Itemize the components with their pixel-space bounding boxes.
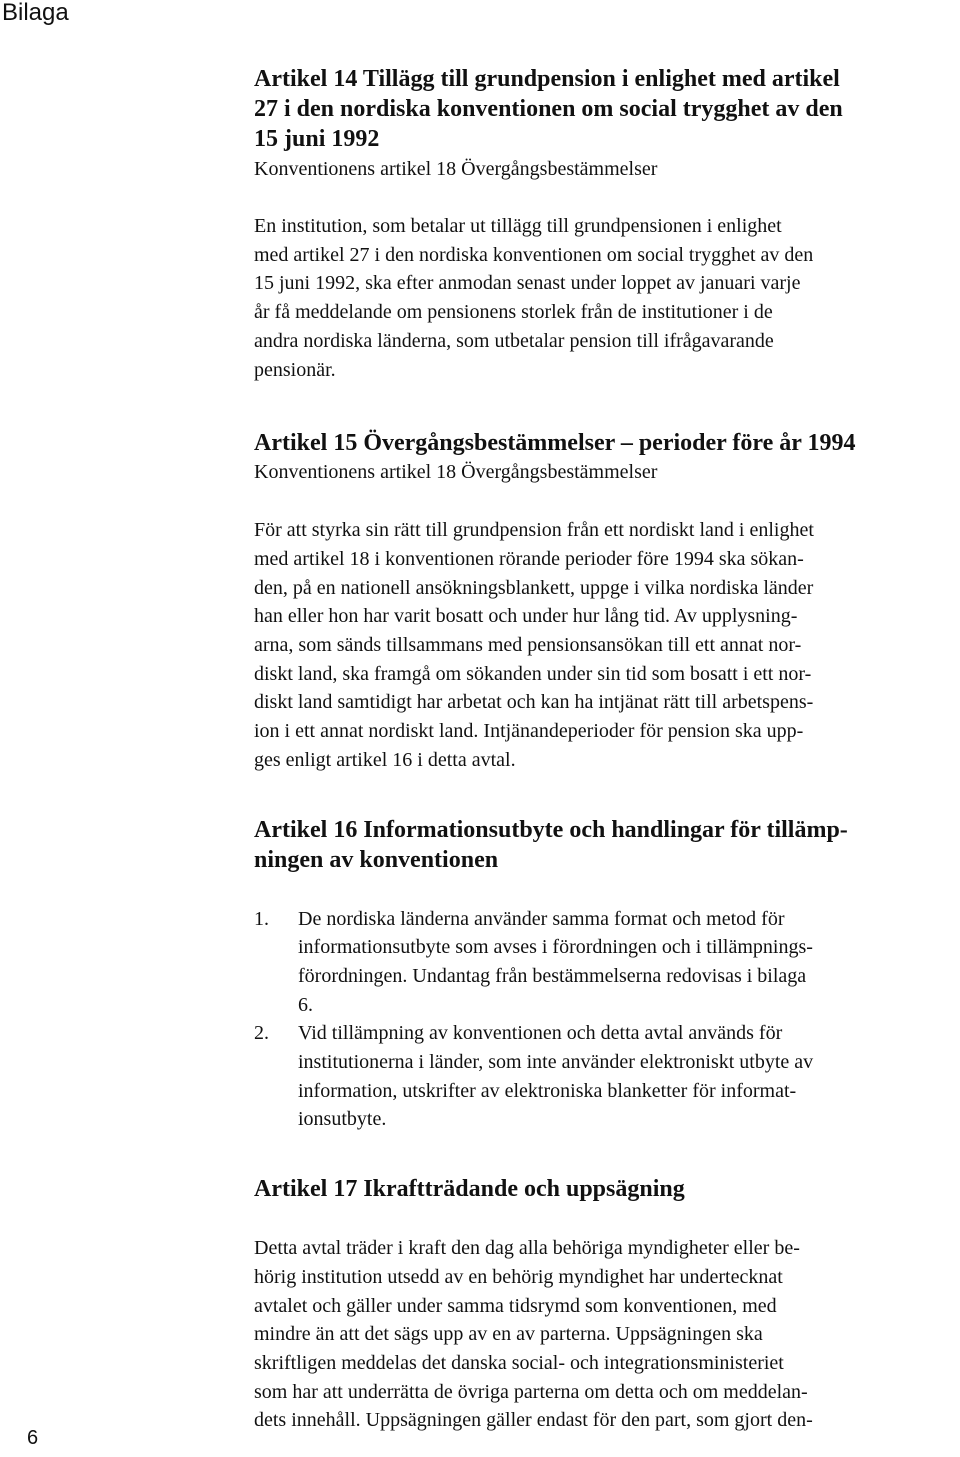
- page-header-label: Bilaga: [2, 0, 69, 26]
- article-15: [254, 428, 954, 774]
- paragraph-line: diskt land, ska framgå om sökanden under sin tid som bosatt i ett nor-: [254, 662, 812, 685]
- article-16-list: [254, 905, 954, 1135]
- list-item-line: De nordiska länderna använder samma format och metod för: [298, 907, 785, 930]
- paragraph-line: avtalet och gäller under samma tidsrymd som konventionen, med: [254, 1294, 777, 1317]
- paragraph-line: som har att underrätta de övriga parterna om detta och om meddelan-: [254, 1380, 808, 1403]
- article-17-paragraph: [254, 1234, 954, 1435]
- list-item-line: informationsutbyte som avses i förordningen och i tillämpnings-: [298, 936, 813, 959]
- list-item-line: information, utskrifter av elektroniska blanketter för informat-: [298, 1079, 797, 1102]
- paragraph-line: pensionär.: [254, 358, 336, 381]
- paragraph-line: med artikel 27 i den nordiska konventionen om social trygghet av den: [254, 243, 814, 266]
- paragraph-line: ion i ett annat nordiskt land. Intjänandeperioder för pension ska upp-: [254, 720, 804, 743]
- list-item-number: 2.: [254, 1022, 269, 1045]
- list-item-line: institutionerna i länder, som inte använder elektroniskt utbyte av: [298, 1051, 814, 1074]
- article-17: [254, 1174, 954, 1435]
- document-body: [254, 64, 954, 1435]
- heading-line: Artikel 16 Informationsutbyte och handlingar för tillämp-: [254, 816, 848, 843]
- paragraph-line: Detta avtal träder i kraft den dag alla behöriga myndigheter eller be-: [254, 1237, 800, 1260]
- list-item-line: förordningen. Undantag från bestämmelserna redovisas i bilaga: [298, 964, 807, 987]
- article-15-paragraph: [254, 516, 954, 774]
- paragraph-line: arna, som sänds tillsammans med pensionsansökan till ett annat nor-: [254, 634, 802, 657]
- paragraph-line: 15 juni 1992, ska efter anmodan senast under loppet av januari varje: [254, 272, 801, 295]
- paragraph-line: andra nordiska länderna, som utbetalar pension till ifrågavarande: [254, 329, 774, 352]
- paragraph-line: mindre än att det sägs upp av en av parterna. Uppsägningen ska: [254, 1323, 763, 1346]
- article-15-subtitle: Konventionens artikel 18 Övergångsbestämmelser: [254, 461, 658, 484]
- article-17-heading: Artikel 17 Ikraftträdande och uppsägning: [254, 1176, 685, 1203]
- heading-line: Artikel 14 Tillägg till grundpension i enlighet med artikel: [254, 66, 840, 92]
- paragraph-line: diskt land samtidigt har arbetat och kan ha intjänat rätt till arbetspens-: [254, 691, 814, 714]
- paragraph-line: han eller hon har varit bosatt och under hur lång tid. Av upplysning-: [254, 605, 798, 628]
- list-item-line: ionsutbyte.: [298, 1108, 387, 1131]
- paragraph-line: hörig institution utsedd av en behörig myndighet har undertecknat: [254, 1265, 783, 1288]
- list-item-line: 6.: [298, 993, 313, 1016]
- list-item-number: 1.: [254, 907, 269, 930]
- article-14-heading: [254, 64, 954, 154]
- list-item: [254, 1019, 954, 1134]
- article-14-paragraph: [254, 212, 954, 384]
- paragraph-line: För att styrka sin rätt till grundpension från ett nordiskt land i enlighet: [254, 519, 814, 542]
- paragraph-line: den, på en nationell ansökningsblankett, uppge i vilka nordiska länder: [254, 576, 814, 599]
- article-16-heading: [254, 815, 954, 875]
- page-number: 6: [27, 1427, 39, 1449]
- paragraph-line: år få meddelande om pensionens storlek från de institutioner i de: [254, 301, 773, 324]
- list-item: [254, 905, 954, 1020]
- article-14: [254, 64, 954, 384]
- paragraph-line: dets innehåll. Uppsägningen gäller endast för den part, som gjort den-: [254, 1409, 813, 1432]
- paragraph-line: ges enligt artikel 16 i detta avtal.: [254, 748, 516, 771]
- article-16: [254, 815, 954, 1135]
- heading-line: 15 juni 1992: [254, 126, 380, 152]
- heading-line: 27 i den nordiska konventionen om social trygghet av den: [254, 96, 843, 122]
- paragraph-line: med artikel 18 i konventionen rörande perioder före 1994 ska sökan-: [254, 547, 804, 570]
- paragraph-line: skriftligen meddelas det danska social- och integrationsministeriet: [254, 1351, 784, 1374]
- paragraph-line: En institution, som betalar ut tillägg till grundpensionen i enlighet: [254, 215, 782, 237]
- heading-line: ningen av konventionen: [254, 846, 499, 873]
- list-item-line: Vid tillämpning av konventionen och detta avtal används för: [298, 1022, 783, 1045]
- article-14-subtitle: Konventionens artikel 18 Övergångsbestämmelser: [254, 158, 658, 180]
- article-15-heading: Artikel 15 Övergångsbestämmelser – perioder före år 1994: [254, 430, 856, 457]
